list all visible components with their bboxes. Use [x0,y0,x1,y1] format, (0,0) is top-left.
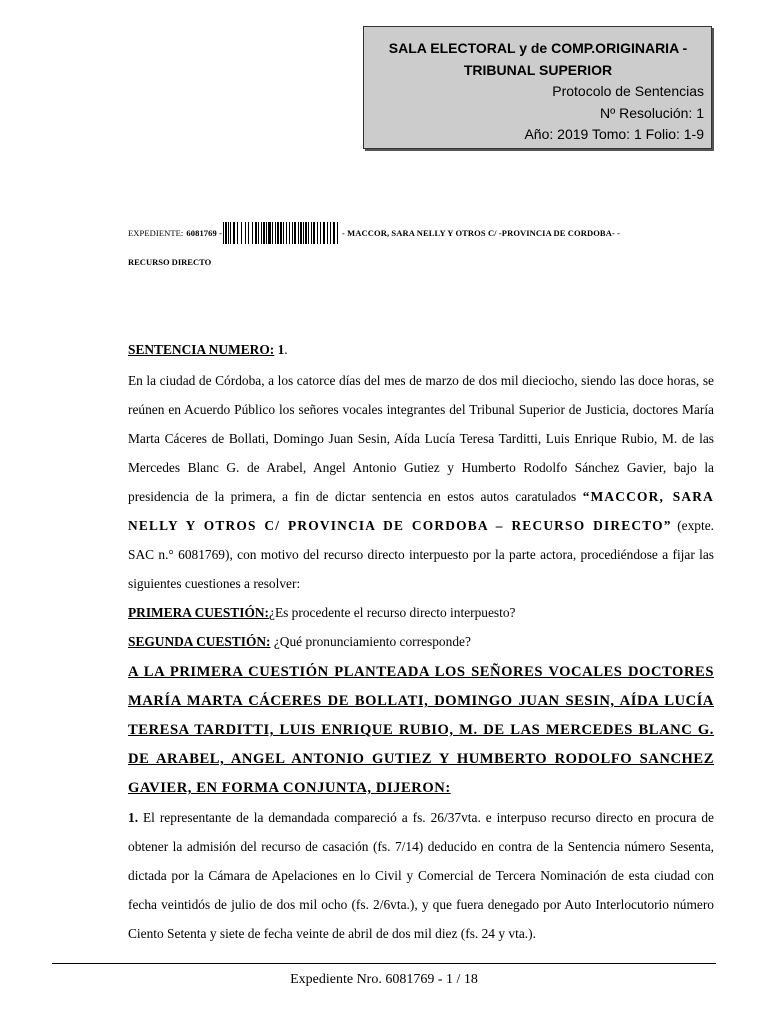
first-question-label: PRIMERA CUESTIÓN: [128,605,269,620]
expediente-label: EXPEDIENTE: [128,228,184,238]
case-caption: - MACCOR, SARA NELLY Y OTROS C/ -PROVINCIA DE CORDOBA- - [342,228,621,238]
sentence-number: 1 [277,342,285,357]
court-subname: TRIBUNAL SUPERIOR [463,61,613,78]
paragraph-1-text: El representante de la demandada compareció a fs. 26/37vta. e interpuso recurso directo en procura de obtener la admisión del recurso de casación (fs. 7/14) deducido en contra de la Sentencia número Sesenta, dictada por la Cámara de Apelaciones en lo Civil y Comercial de Tercera Nominación de esta ciudad con fecha veintidós de julio de dos mil ocho (fs. 2/6vta.), y que fuera denegado por Auto Interlocutorio número Ciento Setenta y siete de fecha veinte de abril de dos mil diez (fs. 24 y vta.). [128,810,714,941]
sentence-period: . [284,342,288,357]
resolution-header-box [363,26,712,149]
expediente-line [128,220,718,246]
page-footer: Expediente Nro. 6081769 - 1 / 18 [290,972,478,987]
sentence-title-line [128,337,714,362]
second-question-label: SEGUNDA CUESTIÓN: [128,634,271,649]
barcode-icon [223,222,339,244]
intro-text: En la ciudad de Córdoba, a los catorce días del mes de marzo de dos mil dieciocho, siendo las doce horas, se reúnen en Acuerdo Público los señores vocales integrantes del Tribunal Superior de Justicia, doctores María Marta Cáceres de Bollati, Domingo Juan Sesin, Aída Lucía Teresa Tarditti, Luis Enrique Rubio, M. de las Mercedes Blanc G. de Arabel, Angel Antonio Gutiez y Humberto Rodolfo Sánchez Gavier, bajo la presidencia de la primera, a fin de dictar sentencia en estos autos caratulados [128,373,714,504]
expediente-number: 6081769 - [186,228,223,238]
case-type: RECURSO DIRECTO [128,257,212,267]
first-question-text: ¿Es procedente el recurso directo interpuesto? [269,605,516,620]
first-question [128,598,714,627]
paragraph-1-number: 1. [128,810,139,825]
intro-paragraph [128,366,714,598]
paragraph-1 [128,803,714,948]
sentence-title: SENTENCIA NUMERO: [128,342,275,357]
sentence-body [128,337,714,948]
intro-end-text: (expte. SAC n.° 6081769), con motivo del recurso directo interpuesto por la parte actora, procediéndose a fijar las siguientes cuestiones a resolver: [128,518,715,591]
resolution-number: Nº Resolución: 1 [600,104,704,121]
protocol-label: Protocolo de Sentencias [552,83,704,99]
second-question [128,627,714,656]
court-name: SALA ELECTORAL y de COMP.ORIGINARIA - [388,40,688,56]
case-title: “MACCOR, SARA NELLY Y OTROS C/ PROVINCIA DE CORDOBA – RECURSO DIRECTO” [128,489,714,533]
first-question-heading: A LA PRIMERA CUESTIÓN PLANTEADA LOS SEÑORES VOCALES DOCTORES MARÍA MARTA CÁCERES DE BOLLATI, DOMINGO JUAN SESIN, AÍDA LUCÍA TERESA TARDITTI, LUIS ENRIQUE RUBIO, M. DE LAS MERCEDES BLANC G. DE ARABEL, ANGEL ANTONIO GUTIEZ Y HUMBERTO RODOLFO SANCHEZ GAVIER, EN FORMA CONJUNTA, DIJERON: [128,664,714,796]
second-question-text: ¿Qué pronunciamiento corresponde? [270,634,471,649]
year-tome-folio: Año: 2019 Tomo: 1 Folio: 1-9 [524,126,704,142]
footer-divider [52,963,716,964]
